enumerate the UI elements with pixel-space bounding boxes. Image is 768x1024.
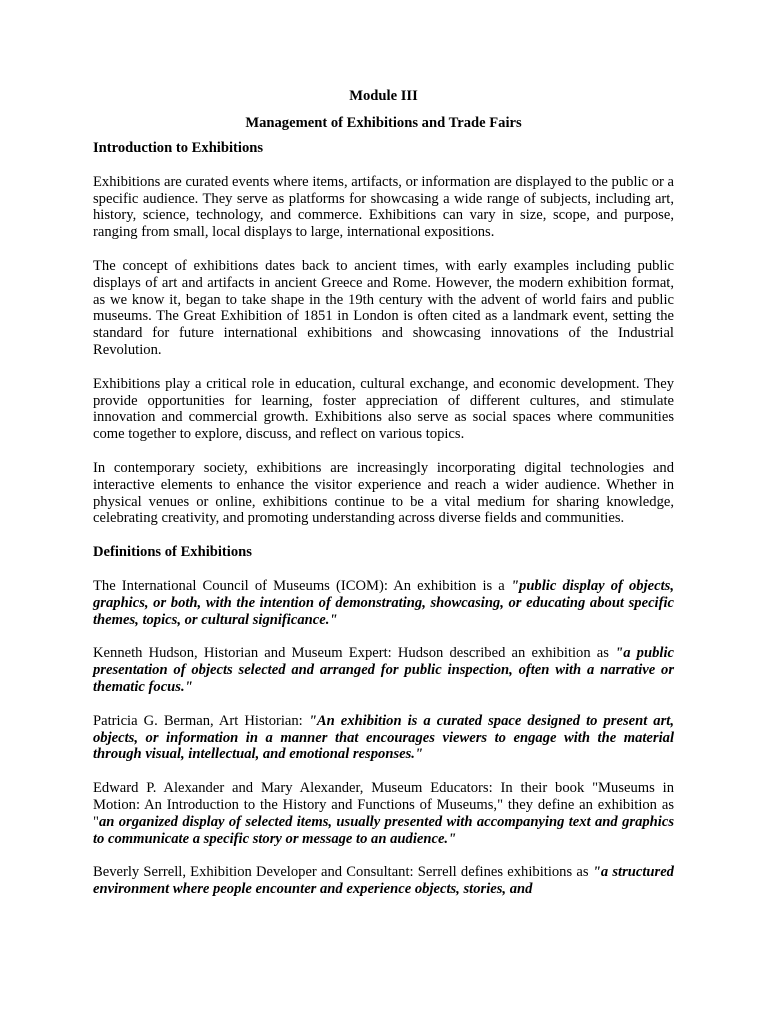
- definition-source: Edward P. Alexander and Mary Alexander, Museum Educators: In their book "Museums in Motion: An Introduction to the History and Functions of Museums," they define an exhibition as ": [93, 780, 674, 830]
- definition-serrell: [93, 864, 674, 898]
- intro-paragraph: Exhibitions are curated events where items, artifacts, or information are displayed to the public or a specific audience. They serve as platforms for showcasing a wide range of subjects, including art, history, science, technology, and commerce. Exhibitions can vary in size, scope, and purpose, ranging from small, local displays to large, international expositions.: [93, 173, 674, 241]
- definition-icom: [93, 578, 674, 628]
- document-page: [93, 86, 674, 898]
- module-label: Module III: [349, 88, 418, 104]
- definition-source: Patricia G. Berman, Art Historian:: [93, 712, 309, 729]
- definition-quote: "public display of objects, graphics, or both, with the intention of demonstrating, showcasing, or educating about specific themes, topics, or cultural significance.": [93, 577, 674, 628]
- definition-quote: an organized display of selected items, usually presented with accompanying text and graphics to communicate a specific story or message to an audience.": [93, 813, 674, 847]
- intro-paragraph: The concept of exhibitions dates back to ancient times, with early examples including public displays of art and artifacts in ancient Greece and Rome. However, the modern exhibition format, as we know it, began to take shape in the 19th century with the advent of world fairs and public museums. The Great Exhibition of 1851 in London is often cited as a landmark event, setting the standard for future international exhibitions and showcasing innovations of the Industrial Revolution.: [93, 257, 674, 358]
- section-heading-introduction: Introduction to Exhibitions: [93, 140, 264, 156]
- definition-source: Beverly Serrell, Exhibition Developer and Consultant: Serrell defines exhibitions as: [93, 864, 593, 881]
- definition-berman: [93, 713, 674, 763]
- definition-quote: "An exhibition is a curated space designed to present art, objects, or information in a manner that encourages viewers to engage with the material through visual, intellectual, and emotional responses.": [93, 712, 674, 763]
- definition-quote: "a public presentation of objects selected and arranged for public inspection, often with a narrative or thematic focus.": [93, 645, 674, 695]
- definition-alexander: [93, 780, 674, 847]
- definition-hudson: [93, 645, 674, 695]
- section-heading-definitions: Definitions of Exhibitions: [93, 544, 252, 561]
- definition-source: The International Council of Museums (ICOM): An exhibition is a: [93, 577, 511, 594]
- definition-source: Kenneth Hudson, Historian and Museum Expert: Hudson described an exhibition as: [93, 645, 616, 662]
- definition-quote: "a structured environment where people encounter and experience objects, stories, and: [93, 864, 674, 898]
- document-title: Management of Exhibitions and Trade Fairs: [245, 115, 522, 131]
- intro-paragraph: In contemporary society, exhibitions are increasingly incorporating digital technologies and interactive elements to enhance the visitor experience and reach a wider audience. Whether in physical venues or online, exhibitions continue to be a vital medium for sharing knowledge, celebrating creativity, and promoting understanding across diverse fields and communities.: [93, 459, 674, 527]
- intro-paragraph: Exhibitions play a critical role in education, cultural exchange, and economic development. They provide opportunities for learning, foster appreciation of different cultures, and stimulate innovation and commercial growth. Exhibitions also serve as social spaces where communities come together to explore, discuss, and reflect on various topics.: [93, 375, 674, 443]
